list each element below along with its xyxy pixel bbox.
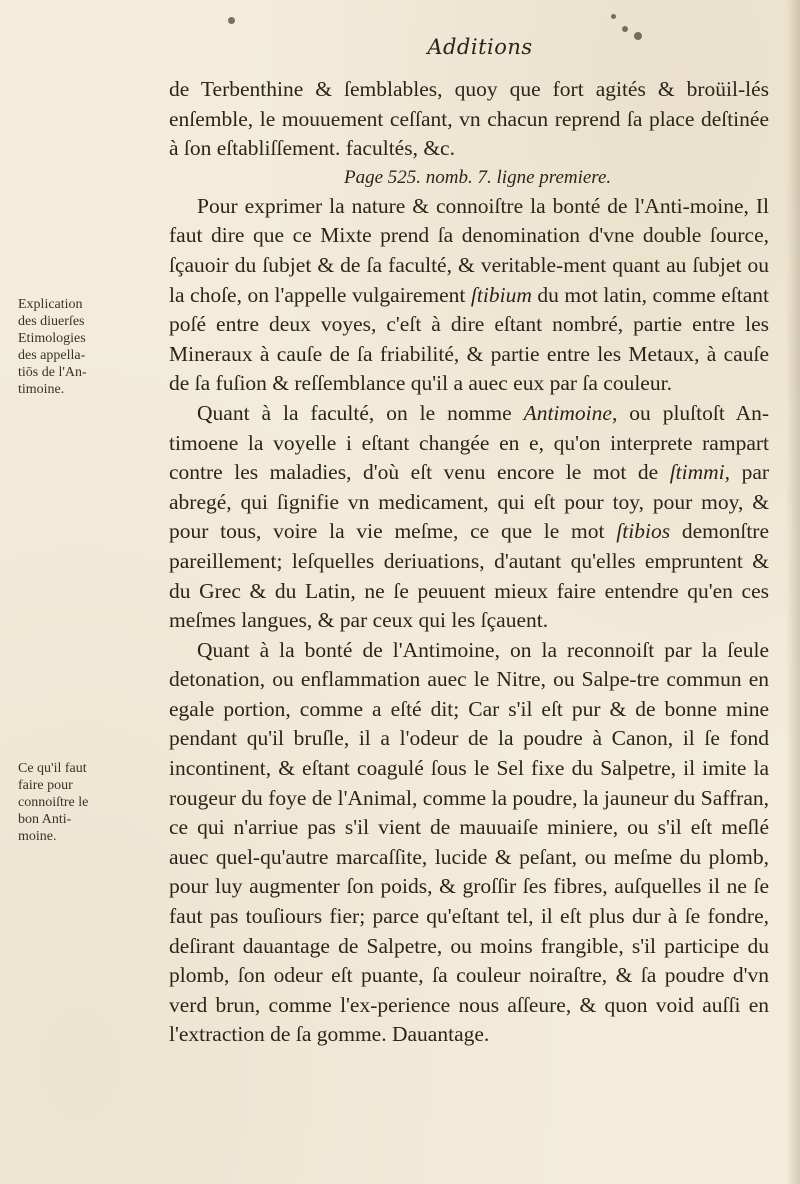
word-stimmi: ſtimmi [669, 460, 725, 485]
word-stibium: ſtibium [470, 282, 532, 307]
paragraph-3-text: Quant à la faculté, on le nomme [197, 400, 512, 425]
paragraph-1: de Terbenthine & ſemblables, quoy que fort agités & broüil-lés enſemble, le mouuement ceſſant, vn chacun reprend ſa place deſtinée à ſon eſtabliſſement. facultés, &c. [169, 77, 769, 161]
running-head: Additions [427, 35, 533, 59]
paragraph-3-cont: , ou pluſtoſt An-timoene la voyelle i eſtant changée en e, qu'on interprete rampart contre les maladies, d'où eſt venu encore le mot de [169, 400, 770, 485]
margin-note-line: bon Anti- [18, 812, 72, 827]
margin-note-line: timoine. [18, 382, 65, 397]
ink-speck [622, 26, 628, 32]
ink-speck [228, 17, 235, 24]
margin-note-line: Explication [18, 297, 83, 312]
page-edge-shadow [786, 0, 800, 1184]
margin-note-line: des diuerſes [18, 314, 85, 329]
margin-note-line: tiōs de l'An- [18, 365, 87, 380]
paragraph-2-cont: du mot latin, comme eſtant poſé entre deux voyes, c'eſt à dire eſtant nombré, partie entre les Mineraux à cauſe de ſa friabilité, & partie entre les Metaux, à cauſe de ſa fuſion & reſſemblance qu'il a auec eux par ſa couleur. [169, 282, 770, 396]
paragraph-2 [169, 192, 769, 399]
word-stibios: ſtibios [616, 519, 671, 544]
margin-note-good-antimony [18, 760, 130, 845]
margin-note-etymology [18, 296, 130, 398]
paragraph-3-cont2: , par abregé, qui ſignifie vn medicament, qui eſt pour toy, pour moy, & pour tous, voire la vie meſme, ce que le mot [169, 460, 770, 544]
page-reference: Page 525. nomb. 7. ligne premiere. [344, 166, 612, 188]
margin-note-line: Etimologies [18, 331, 86, 346]
paragraph-3 [169, 399, 769, 636]
paragraph-4: Quant à la bonté de l'Antimoine, on la reconnoiſt par la ſeule detonation, ou enflammation auec le Nitre, ou Salpe-tre commun en egale portion, comme a eſté dit; Car s'il eſt pur & de bonne mine pendant qu'il bruſle, il a l'odeur de la poudre à Canon, il ſe fond incontinent, & eſtant coagulé ſous le Sel fixe du Salpetre, il imite la rougeur du foye de l'Animal, comme la poudre, la jauneur du Saffran, ce qui n'arriue pas s'il vient de mauuaiſe miniere, ou s'il eſt meſlé auec quel-qu'autre marcaſſite, lucide & peſant, ou meſme du plomb, pour luy augmenter ſon poids, & groſſir ſes fibres, auſquelles il ne ſe faut pas touſiours fier; parce qu'eſtant tel, il eſt plus dur à ſe fondre, deſirant dauantage de Salpetre, ou moins frangible, s'il participe du plomb, ſon odeur eſt puante, ſa couleur noiraſtre, & ſa poudre d'vn verd brun, comme l'ex-perience nous aſſeure, & quon void auſſi en l'extraction de ſa gomme. Dauantage. [169, 637, 769, 1047]
paragraph-2-text: Pour exprimer la nature & connoiſtre la bonté de l'Anti-moine, Il faut dire que ce Mixte prend ſa denomination d'vne double ſource, ſçauoir du ſubjet & de ſa faculté, & veritable-ment quant au ſubjet ou la choſe, on l'appelle vulgairement [169, 193, 769, 307]
margin-note-line: Ce qu'il faut [18, 761, 87, 776]
ink-speck [611, 14, 616, 19]
paragraph-3-cont3: demonſtre pareillement; leſquelles deriuations, d'autant qu'elles empruntent & du Grec & du Latin, ne ſe peuuent mieux faire entendre qu'en ces meſmes langues, & par ceux qui les ſçauent. [169, 519, 770, 633]
word-antimoine: Antimoine [523, 400, 612, 425]
margin-note-line: connoiſtre le [18, 795, 89, 810]
main-text [169, 75, 769, 1050]
margin-note-line: faire pour [18, 778, 73, 793]
margin-note-line: moine. [18, 829, 57, 844]
margin-note-line: des appella- [18, 348, 86, 363]
